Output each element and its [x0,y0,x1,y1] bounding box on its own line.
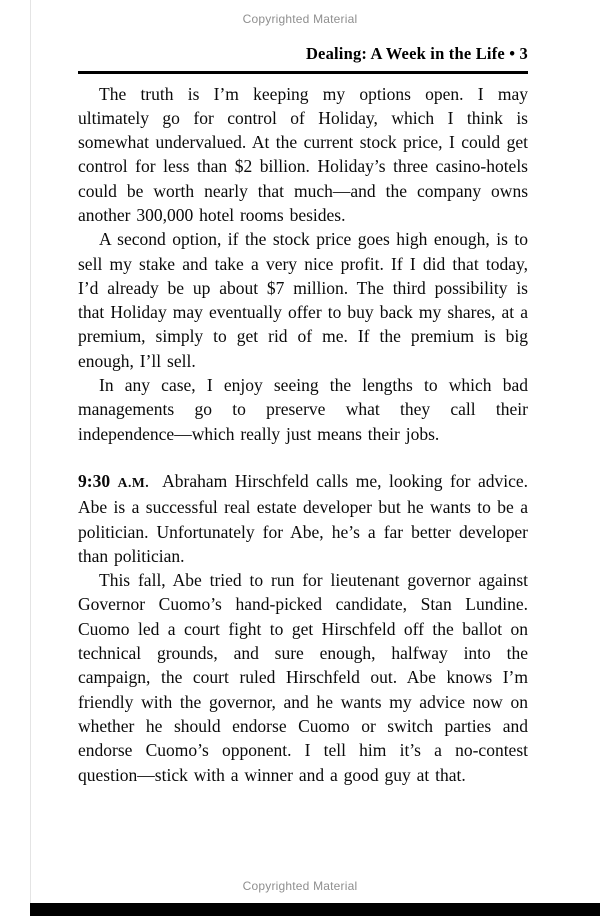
paragraph-timestamped [78,469,528,568]
paragraph-this-fall: This fall, Abe tried to run for lieutenant governor against Governor Cuomo’s hand-picked candidate, Stan Lundine. Cuomo led a court fight to get Hirschfeld off the ballot on technical grounds, and sure enough, halfway into the campaign, the court ruled Hirschfeld out. Abe knows I’m friendly with the governor, and he wants my advice now on whether he should endorse Cuomo or switch parties and endorse Cuomo’s opponent. I tell him it’s a no-contest question—stick with a winner and a good guy at that. [78,570,528,785]
header-rule [78,71,528,74]
page-content [78,44,528,787]
paragraph-independence: In any case, I enjoy seeing the lengths to which bad managements go to preserve what they call their independence—which really just means their jobs. [78,375,528,444]
paragraph-options-open: The truth is I’m keeping my options open. I may ultimately go for control of Holiday, which I think is somewhat undervalued. At the current stock price, I could get control for less than $2 billion. Holiday’s three casino-hotels could be worth nearly that much—and the company owns another 300,000 hotel rooms besides. [78,83,528,225]
running-header: Dealing: A Week in the Life • 3 [305,44,528,63]
paragraph-second-option: A second option, if the stock price goes high enough, is to sell my stake and take a very nice profit. If I did that today, I’d already be up about $7 million. The third possibility is that Holiday may eventually offer to buy back my shares, at a premium, simply to get rid of me. If the premium is big enough, I’ll sell. [78,229,528,371]
page-edge-left [30,0,31,903]
paragraph-timestamped-text: Abraham Hirschfeld calls me, looking for advice. Abe is a successful real estate developer but he wants to be a politician. Unfortunately for Abe, he’s a far better developer than politician. [78,470,529,566]
copyright-notice-bottom: Copyrighted Material [242,879,358,893]
timestamp-meridiem: A.M. [117,474,150,490]
copyright-notice-top: Copyrighted Material [242,12,358,26]
timestamp-time: 9:30 [78,470,111,491]
timestamp [78,471,149,491]
page-edge-bottom [30,903,600,916]
